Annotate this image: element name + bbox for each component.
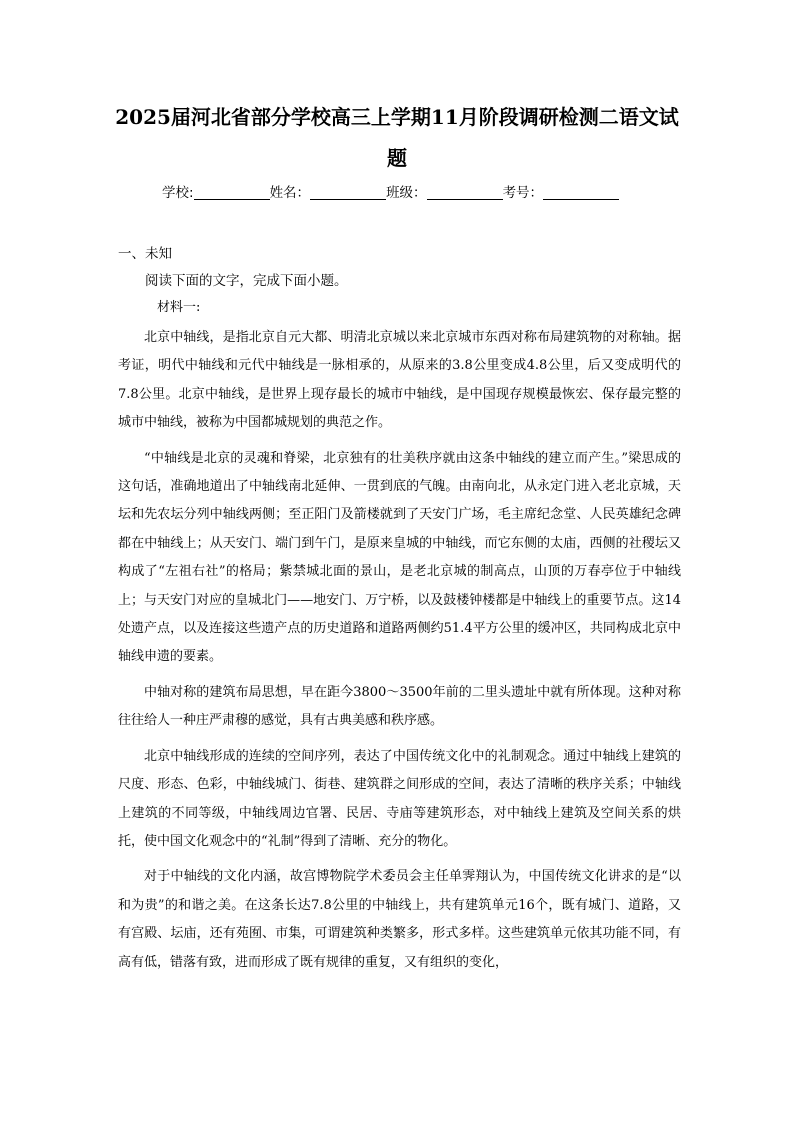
passage-paragraph: 北京中轴线，是指北京自元大都、明清北京城以来北京城市东西对称布局建筑物的对称轴。据考证，明代中轴线和元代中轴线是一脉相承的，从原来的3.8公里变成4.8公里，后又变成明代的7.8公里。北京中轴线，是世界上现存最长的城市中轴线，是中国现存规模最恢宏、保存最完整的城市中轴线，被称为中国都城规划的典范之作。 <box>118 330 681 431</box>
exam-number-field <box>503 183 620 203</box>
exam-number-blank[interactable] <box>543 185 619 200</box>
name-field <box>270 183 387 203</box>
name-blank[interactable] <box>310 185 386 200</box>
exam-title-line-1: 2025届河北省部分学校高三上学期11月阶段调研检测二语文试 <box>115 105 679 129</box>
exam-title-line-2: 题 <box>387 146 407 170</box>
student-info-row <box>162 183 642 203</box>
class-field <box>386 183 503 203</box>
section-heading: 一、未知 <box>118 246 172 262</box>
reading-instruction: 阅读下面的文字，完成下面小题。 <box>145 273 348 289</box>
passage-paragraph: 中轴对称的建筑布局思想，早在距今3800～3500年前的二里头遗址中就有所体现。这种对称往往给人一种庄严肃穆的感觉，具有古典美感和秩序感。 <box>118 684 681 729</box>
name-label: 姓名： <box>269 185 311 201</box>
class-label: 班级： <box>386 185 427 201</box>
passage-body <box>118 324 681 984</box>
class-blank[interactable] <box>427 185 503 200</box>
material-label: 材料一: <box>157 300 201 315</box>
school-blank[interactable] <box>194 185 270 200</box>
exam-number-label: 考号： <box>502 185 544 201</box>
school-label: 学校: <box>162 185 194 201</box>
school-field <box>162 183 270 203</box>
passage-paragraph: 北京中轴线形成的连续的空间序列，表达了中国传统文化中的礼制观念。通过中轴线上建筑的尺度、形态、色彩，中轴线城门、街巷、建筑群之间形成的空间，表达了清晰的秩序关系；中轴线上建筑的不同等级，中轴线周边官署、民居、寺庙等建筑形态，对中轴线上建筑及空间关系的烘托，使中国文化观念中的“礼制”得到了清晰、充分的物化。 <box>118 748 681 849</box>
passage-paragraph: 对于中轴线的文化内涵，故宫博物院学术委员会主任单霁翔认为，中国传统文化讲求的是“以和为贵”的和谐之美。在这条长达7.8公里的中轴线上，共有建筑单元16个，既有城门、道路，又有宫殿、坛庙，还有苑囿、市集，可谓建筑种类繁多，形式多样。这些建筑单元依其功能不同，有高有低，错落有致，进而形成了既有规律的重复，又有组织的变化， <box>118 869 681 970</box>
passage-paragraph: “中轴线是北京的灵魂和脊梁，北京独有的壮美秩序就由这条中轴线的建立而产生。”梁思成的这句话，准确地道出了中轴线南北延伸、一贯到底的气魄。由南向北，从永定门进入老北京城，天坛和先农坛分列中轴线两侧；至正阳门及箭楼就到了天安门广场，毛主席纪念堂、人民英雄纪念碑都在中轴线上；从天安门、端门到午门，是原来皇城的中轴线，而它东侧的太庙，西侧的社稷坛又构成了“左祖右社”的格局；紫禁城北面的景山，是老北京城的制高点，山顶的万春亭位于中轴线上；与天安门对应的皇城北门——地安门、万宁桥，以及鼓楼钟楼都是中轴线上的重要节点。这14处遗产点，以及连接这些遗产点的历史道路和道路两侧约51.4平方公里的缓冲区，共同构成北京中轴线申遗的要素。 <box>118 450 681 665</box>
